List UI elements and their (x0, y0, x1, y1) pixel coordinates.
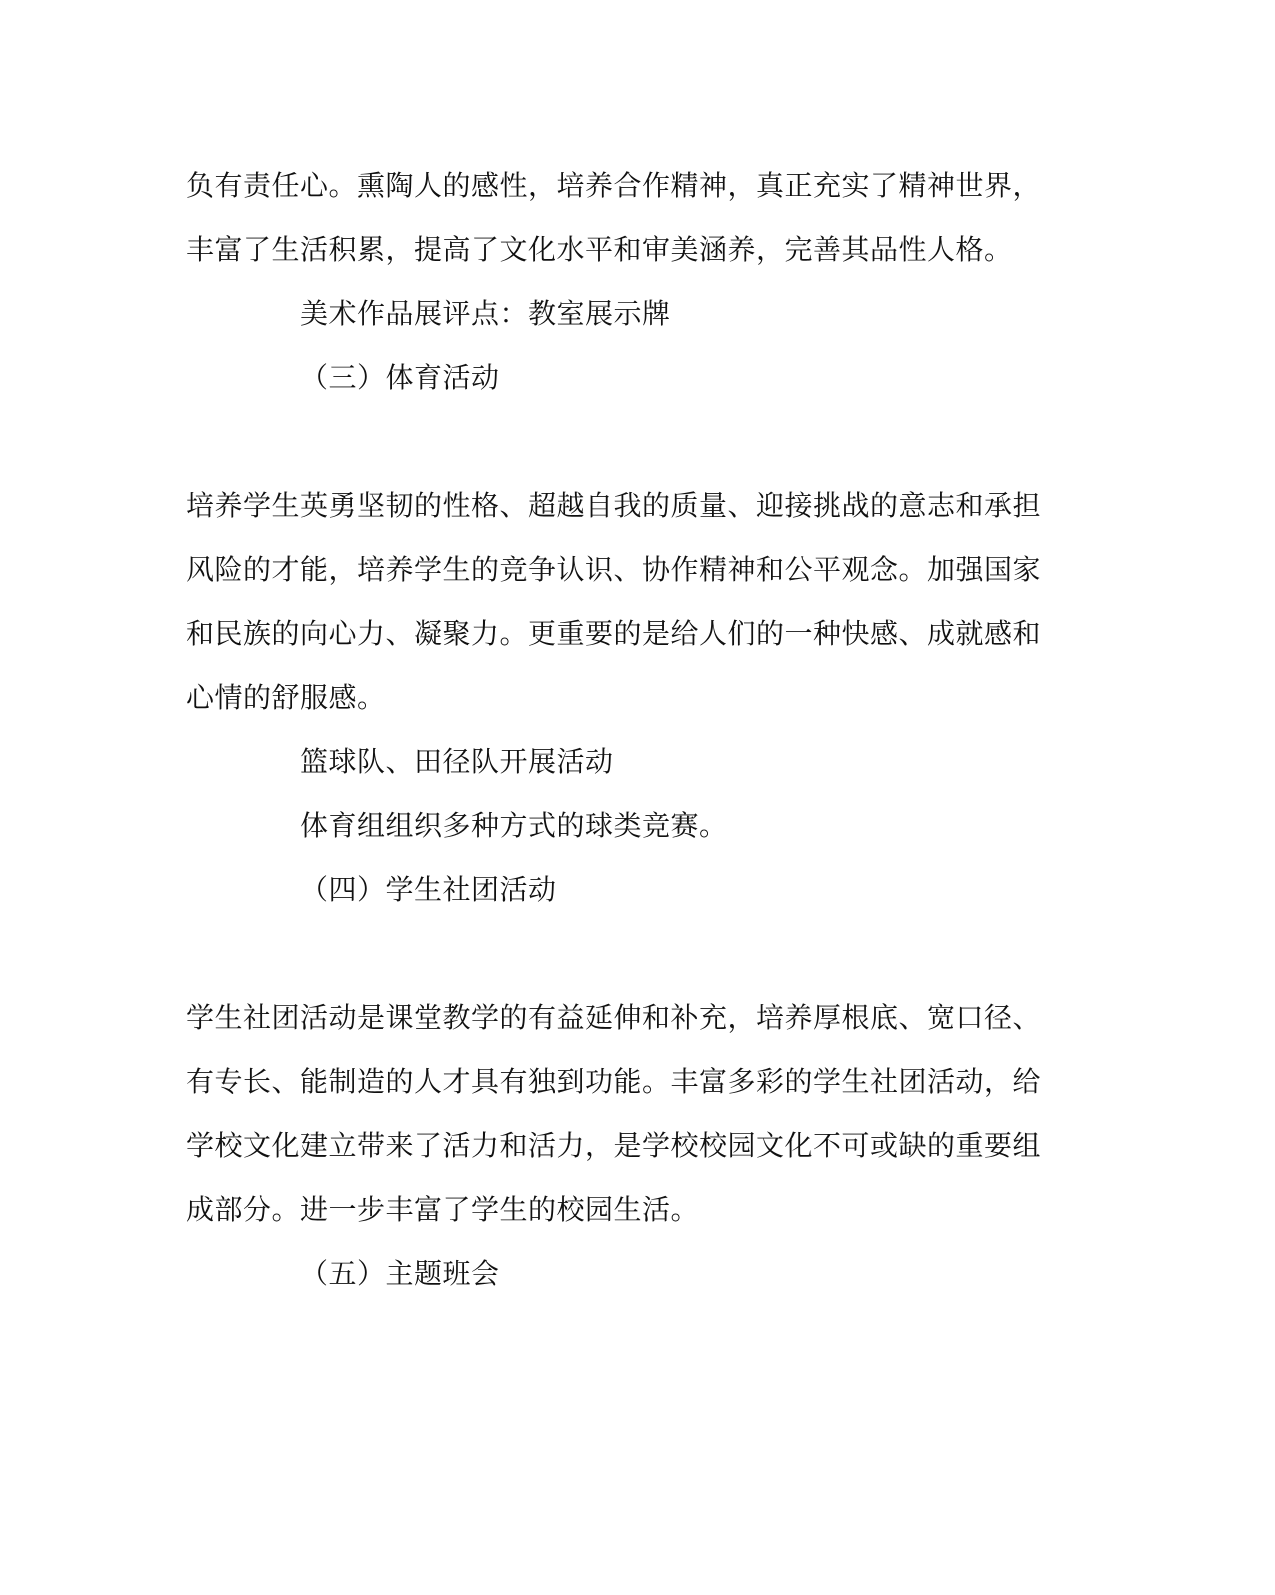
section-heading-clubs: （四）学生社团活动 (300, 873, 557, 906)
paragraph-line: 负有责任心。熏陶人的感性，培养合作精神，真正充实了精神世界， (186, 169, 1042, 202)
paragraph-line: 心情的舒服感。 (186, 681, 386, 714)
art-exhibit-note: 美术作品展评点：教室展示牌 (300, 297, 671, 330)
section-heading-class-meeting: （五）主题班会 (300, 1257, 500, 1290)
list-item-teams: 篮球队、田径队开展活动 (300, 745, 614, 778)
paragraph-line: 培养学生英勇坚韧的性格、超越自我的质量、迎接挑战的意志和承担 (186, 489, 1042, 522)
paragraph-line: 成部分。进一步丰富了学生的校园生活。 (186, 1193, 700, 1226)
paragraph-line: 和民族的向心力、凝聚力。更重要的是给人们的一种快感、成就感和 (186, 617, 1042, 650)
paragraph-line: 学校文化建立带来了活力和活力，是学校校园文化不可或缺的重要组 (186, 1129, 1042, 1162)
paragraph-line: 有专长、能制造的人才具有独到功能。丰富多彩的学生社团活动，给 (186, 1065, 1042, 1098)
paragraph-line: 丰富了生活积累，提高了文化水平和审美涵养，完善其品性人格。 (186, 233, 1013, 266)
paragraph-line: 学生社团活动是课堂教学的有益延伸和补充，培养厚根底、宽口径、 (186, 1001, 1042, 1034)
section-heading-sports: （三）体育活动 (300, 361, 500, 394)
list-item-ball-games: 体育组组织多种方式的球类竞赛。 (300, 809, 728, 842)
paragraph-line: 风险的才能，培养学生的竞争认识、协作精神和公平观念。加强国家 (186, 553, 1042, 586)
